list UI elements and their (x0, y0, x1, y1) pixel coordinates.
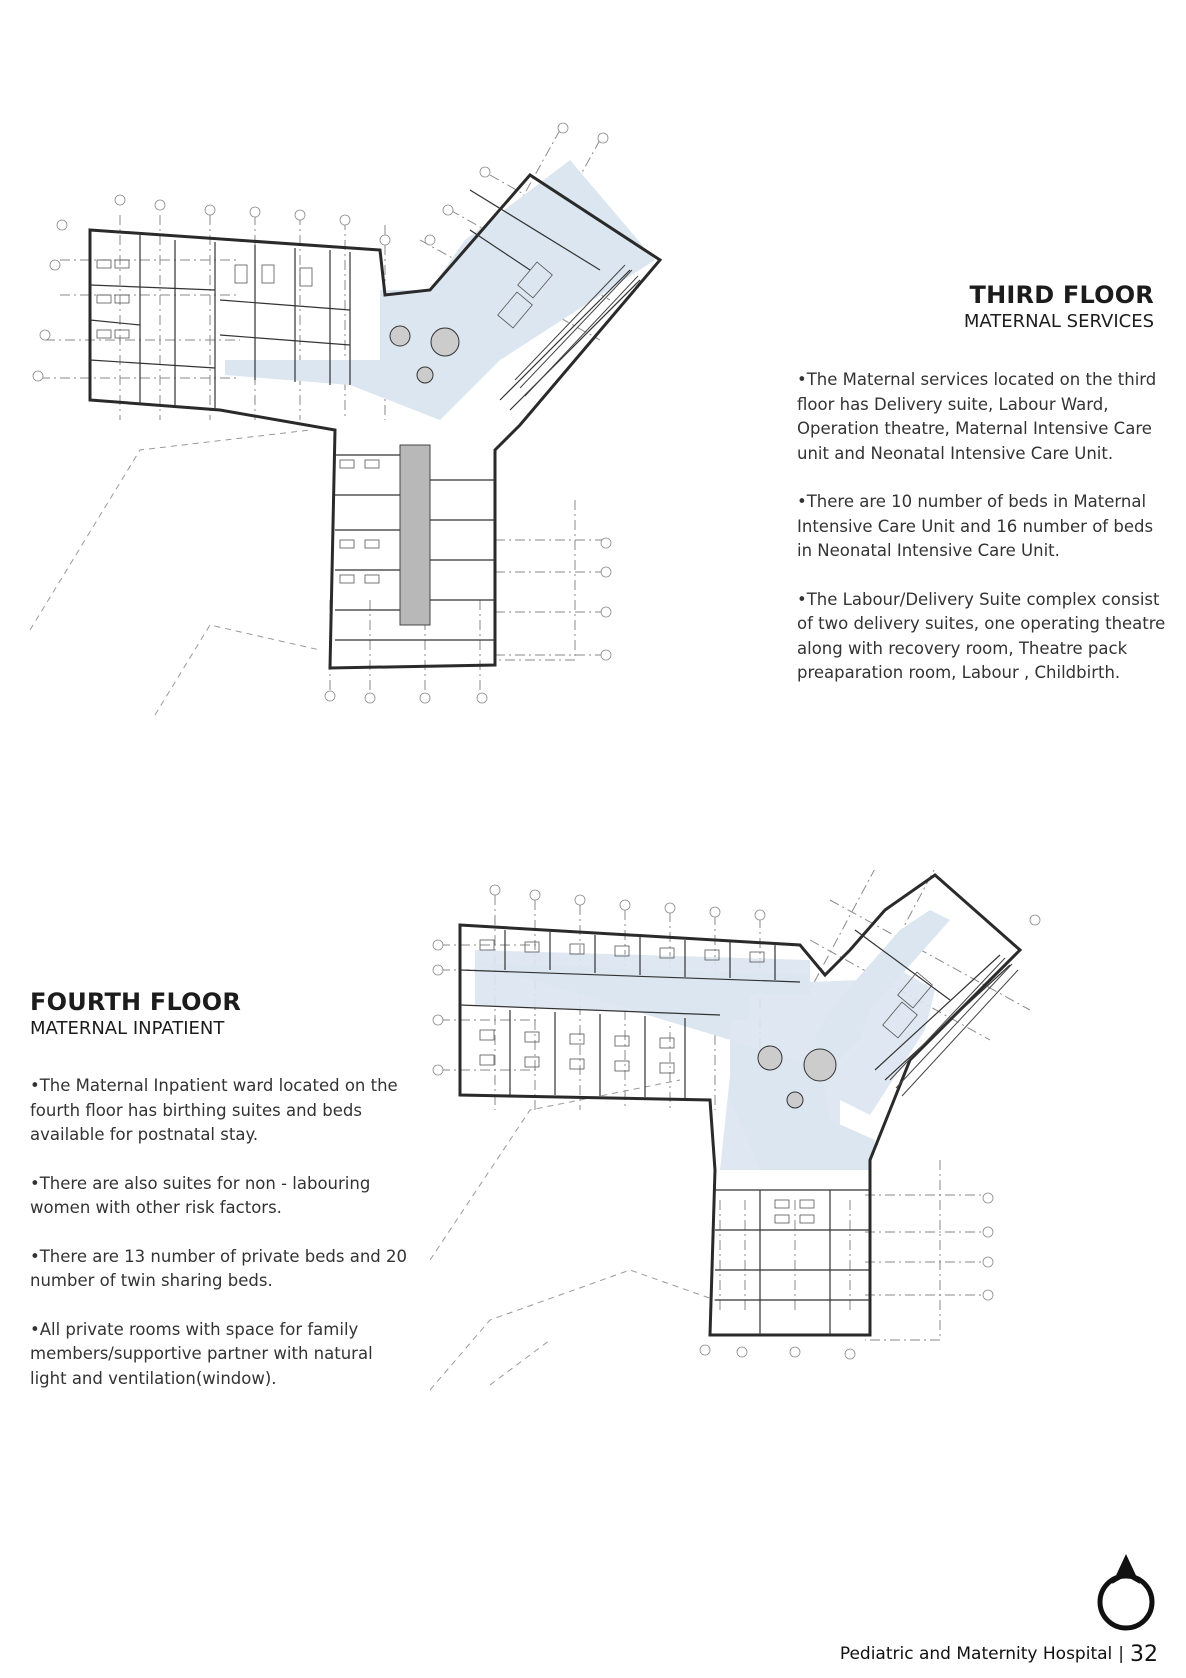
fourth-floor-plan (430, 870, 1160, 1500)
page-number: 32 (1130, 1642, 1158, 1667)
third-floor-plan (0, 120, 720, 760)
third-floor-paragraph: •There are 10 number of beds in Maternal Intensive Care Unit and 16 number of beds in Neonatal Intensive Care Unit. (797, 492, 1154, 560)
fourth-floor-subtitle: MATERNAL INPATIENT (30, 1018, 225, 1039)
page-footer (840, 1642, 1158, 1667)
fourth-floor-paragraph: •There are also suites for non - labouring women with other risk factors. (30, 1173, 371, 1217)
third-floor-title: THIRD FLOOR (969, 281, 1154, 309)
project-title: Pediatric and Maternity Hospital (839, 1644, 1113, 1664)
fourth-floor-paragraph: •There are 13 number of private beds and 20 number of twin sharing beds. (30, 1246, 408, 1290)
third-floor-paragraph: •The Maternal services located on the third floor has Delivery suite, Labour Ward, Operation theatre, Maternal Intensive Care unit and Neonatal Intensive Care Unit. (797, 370, 1157, 463)
fourth-floor-heading (30, 988, 241, 1039)
fourth-floor-description (30, 1074, 410, 1415)
footer-separator: | (1118, 1644, 1124, 1664)
third-floor-subtitle: MATERNAL SERVICES (963, 311, 1154, 332)
fourth-floor-paragraph: •The Maternal Inpatient ward located on the fourth floor has birthing suites and beds available for postnatal stay. (30, 1076, 398, 1144)
fourth-floor-title: FOURTH FLOOR (30, 988, 242, 1016)
third-floor-heading (964, 281, 1154, 332)
third-floor-description (797, 368, 1169, 710)
fourth-floor-paragraph: •All private rooms with space for family members/supportive partner with natural light and ventilation(window). (30, 1319, 373, 1388)
third-floor-paragraph: •The Labour/Delivery Suite complex consist of two delivery suites, one operating theatre along with recovery room, Theatre pack preaparation room, Labour , Childbirth. (797, 589, 1166, 682)
north-arrow-icon (1094, 1550, 1158, 1634)
